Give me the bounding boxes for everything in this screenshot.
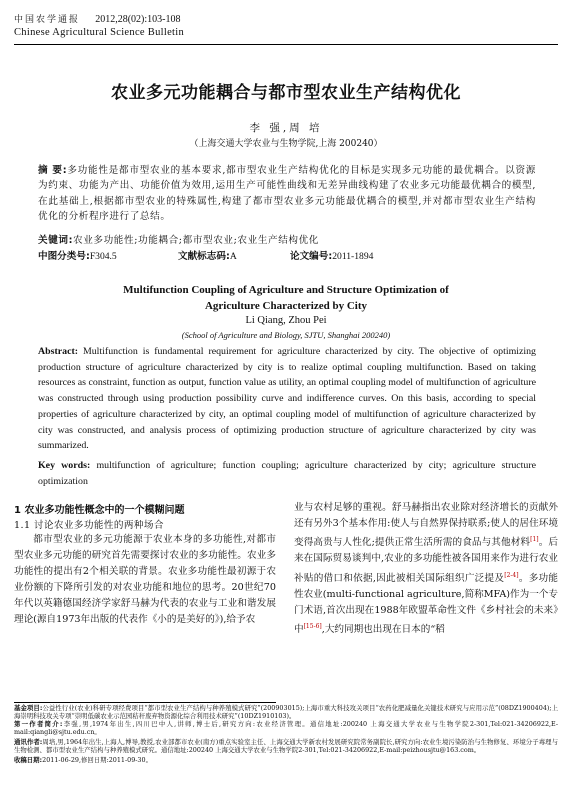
abstract-en-text: Multifunction is fundamental requirement for agriculture characterized by city. The objective of optimizing production structure of agriculture characterized by city is to realize optimal coupling multifunction. Based on taking resources as constraint, function as output, function value as utility, an optimal coupling model of multifunction of agriculture was constructed through using production possibility curve and indifference curves. On this basis, according to special properties of agriculture characterized by city, an optimal coupling model of multifunction of agriculture characterized by city was constructed, and analysis process of optimizing production structure of agriculture characterized by city was summarized. <box>38 346 536 452</box>
keywords-cn-text: 农业多功能性;功能耦合;都市型农业;农业生产结构优化 <box>73 235 319 246</box>
footnote-received-date: 收稿日期:2011-06-29,修回日期:2011-09-30。 <box>14 756 152 764</box>
journal-name-cn: 中国农学通报 <box>14 15 81 25</box>
abstract-cn <box>38 163 536 225</box>
keywords-en <box>38 458 536 489</box>
body-column-right <box>294 500 558 638</box>
keywords-en-label: Key words: <box>38 460 91 471</box>
affiliation-cn: （上海交通大学农业与生物学院,上海 200240） <box>189 139 383 149</box>
abstract-cn-text: 多功能性是都市型农业的基本要求,都市型农业生产结构优化的目标是实现多元功能的最优耦合。以资源为约束、功能为产出、功能价值为效用,运用生产可能性曲线和无差异曲线构建了农业多元功能最优耦合的模型,在此基础上,根据都市型农业的特殊属性,构建了都市型农业多元功能最优耦合的模型,并对都市型农业生产结构优化的分析程序进行了总结。 <box>38 165 536 223</box>
keywords-cn-label: 关键词: <box>38 235 74 246</box>
abstract-en <box>38 344 536 454</box>
paper-number: 论文编号:2011-1894 <box>290 251 374 262</box>
citation-ref[interactable]: [1] <box>530 536 539 544</box>
body-paragraph: 都市型农业的多元功能源于农业本身的多功能性,对都市型农业多元功能的研究首先需要探讨农业的多功能性。农业多功能性的提出有2个相关联的背景。农业多功能性最初源于农业份额的下降所引发的对农业功能和地位的思考。20世纪70年代以英籍德国经济学家舒马赫为代表的农业与工业和谐发展理论(源自1973年出版的代表作《小的是美好的》),给予农 <box>14 534 276 626</box>
clc-code: 中图分类号:F304.5 <box>38 251 117 262</box>
citation-ref[interactable]: [2-4] <box>504 571 519 579</box>
body-column-left <box>14 532 276 629</box>
paper-title-en-line2: Agriculture Characterized by City <box>204 300 367 312</box>
citation: 2012,28(02):103-108 <box>95 14 181 25</box>
abstract-cn-label: 摘 要: <box>38 165 68 176</box>
header-rule <box>14 44 558 45</box>
paper-title-en <box>0 282 572 314</box>
footnote-fund: 基金项目:公益性行业(农业)科研专项经费项目“都市型农业生产结构与种养殖模式研究”(200903015);上海市重大科技攻关项目“农药化肥减量化关键技术研究与应用示范”(08DZ1900404);上海崇明科技攻关专项“崇明低碳农业示范园秸秆废弃物资源化综合利用技术研究”(10DZ1910103)。 <box>14 704 558 720</box>
footnote-corresponding: 通讯作者:周培,男,1964年出生,上海人,博导,教授,农业部都市农业(南方)重点实验室主任、上海交通大学新农村发展研究院常务副院长,研究方向:农业生境污染防治与生物修复、环境分子毒理与生物检测、都市型农业生产结构与种养殖模式研究。通信地址:200240 上海交通大学农业与生物学院2-301,Tel:021-34206922,E-mail:peizhousjtu@163.com。 <box>14 738 559 754</box>
authors-en: Li Qiang, Zhou Pei <box>245 315 327 326</box>
abstract-en-label: Abstract: <box>38 346 79 357</box>
keywords-cn <box>38 232 536 246</box>
body-paragraph: 业与农村足够的重视。舒马赫指出农业除对经济增长的贡献外还有另外3个基本作用:使人与自然界保持联系;使人的居住环境变得高贵与人性化;提供正常生活所需的食品与其他材料[1]。后来在国际贸易谈判中,农业的多功能性被各国用来作为进行农业补贴的借口和依据,因此被相关国际组织广泛提及[2-4]。多功能性农业(multi-functional agriculture,简称MFA)作为一个专门术语,首次出现在1988年欧盟革命性文件《乡村社会的未来》中[15-6],大约同期也出现在日本的“稻 <box>294 502 559 636</box>
running-header <box>14 12 180 25</box>
paper-title-en-line1: Multifunction Coupling of Agriculture and Structure Optimization of <box>123 284 449 296</box>
section-heading-1-1: 1.1 讨论农业多功能性的两种场合 <box>14 520 164 531</box>
keywords-en-text: multifunction of agriculture; function coupling; agriculture characterized by city; agriculture structure optimization <box>38 460 537 487</box>
section-heading-1: 1 农业多功能性概念中的一个模糊问题 <box>14 505 185 516</box>
footnote-rule <box>14 702 276 703</box>
document-code: 文献标志码:A <box>178 251 237 262</box>
paper-title-cn: 农业多元功能耦合与都市型农业生产结构优化 <box>111 83 461 103</box>
footnote-first-author: 第一作者简介:李强,男,1974年出生,四川巴中人,讲师,博士后,研究方向:农业经济管理。通信地址:200240 上海交通大学农业与生物学院2-301,Tel:021-34206922,E-mail:qiangli@sjtu.edu.cn。 <box>14 720 558 736</box>
authors-cn: 李 强,周 培 <box>249 122 323 134</box>
journal-name-en: Chinese Agricultural Science Bulletin <box>14 27 185 38</box>
affiliation-en: (School of Agriculture and Biology, SJTU, Shanghai 200240) <box>181 330 391 340</box>
citation-ref[interactable]: [15-6] <box>303 623 322 631</box>
